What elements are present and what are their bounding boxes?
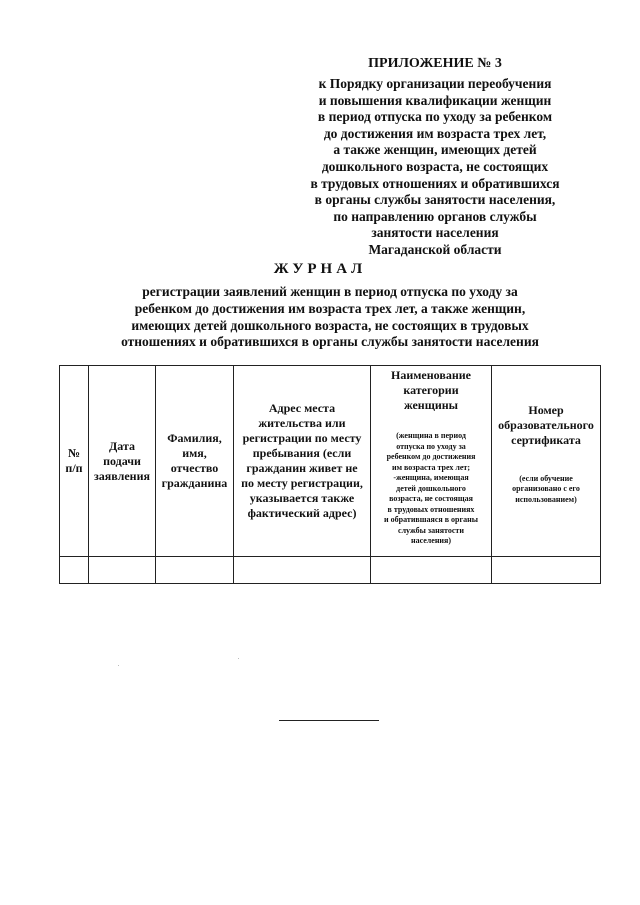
appendix-line: занятости населения: [371, 225, 499, 241]
appendix-line: по направлению органов службы: [333, 208, 537, 224]
header-note-line: (женщина в период: [396, 431, 466, 440]
header-line: Фамилия,: [167, 431, 222, 445]
appendix-line: и повышения квалификации женщин: [318, 92, 552, 108]
header-line: Наименование: [391, 368, 471, 382]
header-line: женщины: [403, 398, 459, 412]
table-cell[interactable]: [60, 557, 89, 584]
header-category: [371, 366, 492, 557]
table-cell[interactable]: [492, 557, 601, 584]
header-address: [234, 366, 371, 557]
header-note-line: им возраста трех лет;: [391, 462, 471, 472]
header-line: образовательного: [498, 417, 594, 432]
header-line: Номер: [528, 402, 564, 417]
header-line: гражданина: [161, 476, 228, 490]
header-note-line: организовано с его: [512, 484, 580, 494]
journal-title: ЖУРНАЛ: [273, 261, 367, 277]
journal-subtitle: [60, 284, 600, 351]
appendix-line: Магаданской области: [368, 241, 502, 257]
journal-subtitle-line: отношениях и обратившихся в органы службы занятости населения: [121, 334, 539, 350]
appendix-line: в органы службы занятости населения,: [314, 192, 556, 208]
header-line: сертификата: [511, 432, 581, 447]
header-line: регистрации по месту: [242, 431, 362, 445]
journal-subtitle-line: ребенком до достижения им возраста трех лет, а также женщин,: [134, 300, 526, 316]
header-line: Дата: [109, 438, 135, 453]
header-note-line: детей дошкольного: [396, 483, 466, 493]
appendix-line: в период отпуска по уходу за ребенком: [317, 109, 553, 125]
header-full-name: [156, 366, 234, 557]
header-line: фактический адрес): [247, 506, 357, 520]
header-number: [60, 366, 89, 557]
header-line: категории: [403, 383, 459, 397]
journal-subtitle-line: имеющих детей дошкольного возраста, не состоящих в трудовых: [131, 317, 529, 333]
header-certificate: [492, 366, 601, 557]
table-header-row: [60, 366, 601, 557]
header-line: имя,: [182, 446, 207, 460]
header-note-line: (если обучение: [519, 473, 573, 483]
table-cell[interactable]: [234, 557, 371, 584]
journal-subtitle-line: регистрации заявлений женщин в период отпуска по уходу за: [142, 284, 518, 299]
appendix-line: до достижения им возраста трех лет,: [323, 125, 547, 141]
header-line: заявления: [93, 468, 150, 483]
table-cell[interactable]: [89, 557, 156, 584]
appendix-line: к Порядку организации переобучения: [318, 76, 552, 91]
table-cell[interactable]: [371, 557, 492, 584]
table-cell[interactable]: [156, 557, 234, 584]
header-line: №: [67, 446, 81, 460]
header-line: п/п: [65, 461, 83, 475]
header-note-line: населения): [410, 536, 452, 545]
header-line: пребывания (если: [252, 446, 352, 460]
header-line: Адрес места: [268, 401, 336, 415]
appendix-title: ПРИЛОЖЕНИЕ № 3: [368, 56, 502, 71]
header-note-line: возраста, не состоящая: [389, 494, 473, 503]
header-line: гражданин живет не: [246, 461, 358, 475]
header-line: жительства или: [258, 416, 346, 430]
header-line: указывается также: [249, 491, 355, 505]
header-note-line: и обратившаяся в органы: [384, 515, 478, 524]
footer-divider: [279, 720, 379, 721]
header-note-line: использованием): [515, 494, 577, 504]
appendix-lines: [270, 76, 600, 259]
journal-table: [59, 365, 601, 584]
scan-speck: [238, 658, 239, 659]
table-row: [60, 557, 601, 584]
header-note-line: отпуска по уходу за: [396, 441, 466, 451]
header-line: подачи: [103, 453, 141, 468]
appendix-block: [270, 56, 600, 259]
scan-speck: [118, 665, 119, 666]
header-line: отчество: [170, 461, 219, 475]
header-line: по месту регистрации,: [241, 476, 363, 490]
header-note-line: службы занятости: [398, 525, 464, 535]
header-note-line: -женщина, имеющая: [393, 473, 469, 482]
header-note-line: ребенком до достижения: [386, 452, 476, 461]
header-date: [89, 366, 156, 557]
header-note-line: в трудовых отношениях: [387, 504, 475, 514]
appendix-line: а также женщин, имеющих детей: [333, 142, 537, 158]
appendix-line: в трудовых отношениях и обратившихся: [310, 175, 560, 191]
appendix-line: дошкольного возраста, не состоящих: [321, 158, 549, 174]
